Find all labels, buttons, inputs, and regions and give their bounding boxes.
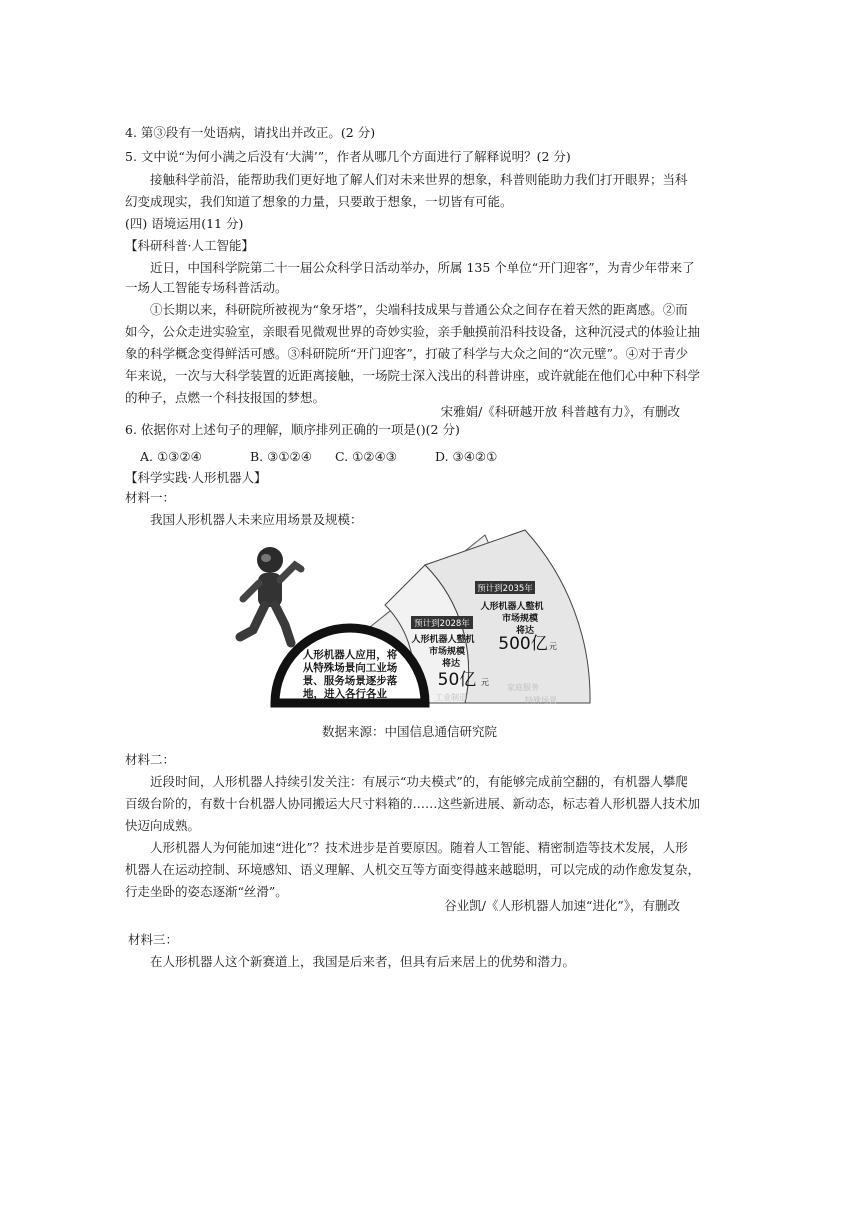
option-d: D. ③④②① <box>435 449 498 464</box>
material-line: 百级台阶的，有数十台机器人协同搬运大尺寸料箱的……这些新进展、新动态，标志着人形机器人技术加 <box>125 796 701 811</box>
paragraph-line: 接触科学前沿，能帮助我们更好地了解人们对未来世界的想象，科普则能助力我们打开眼界；当科 <box>150 172 688 187</box>
material-line: 在人形机器人这个新赛道上，我国是后来者，但具有后来居上的优势和潜力。 <box>150 954 576 969</box>
material-line: 人形机器人为何能加速“进化”？技术进步是首要原因。随着人工智能、精密制造等技术发展，人形 <box>150 840 688 855</box>
passage-line: 年来说，一次与大科学装置的近距离接触，一场院士深入浅出的科普讲座，或许就能在他们心中种下科学 <box>125 368 701 383</box>
option-b: B. ③①②④ <box>250 449 312 464</box>
material-line: 快迈向成熟。 <box>125 818 201 833</box>
question-4: 4. 第③段有一处语病，请找出并改正。(2 分) <box>125 125 376 140</box>
mid-value: 50亿 <box>437 670 477 690</box>
material-line: 近段时间，人形机器人持续引发关注：有展示“功夫模式”的，有能够完成前空翻的，有机器人攀爬 <box>150 774 688 789</box>
scene-label: 家庭服务 <box>507 683 539 692</box>
question-6: 6. 依据你对上述句子的理解，顺序排列正确的一项是()(2 分) <box>125 422 460 437</box>
material-line: 行走坐卧的姿态逐渐“丝滑”。 <box>125 884 288 899</box>
robot-market-figure <box>225 525 595 710</box>
material-label: 材料三： <box>128 932 179 947</box>
intro-line: 一场人工智能专场科普活动。 <box>125 280 288 295</box>
material-title: 我国人形机器人未来应用场景及规模： <box>150 512 363 527</box>
mid-text-line: 将达 <box>441 659 461 669</box>
topic-heading: 【科研科普·人工智能】 <box>125 238 254 253</box>
source-citation: 谷业凯/《人形机器人加速“进化”》，有删改 <box>444 898 680 913</box>
scene-label: 特殊场景 <box>525 696 557 705</box>
passage-line: 的种子，点燃一个科技报国的梦想。 <box>125 390 326 405</box>
passage-line: 象的科学概念变得鲜活可感。③科研院所“开门迎客”，打破了科学与大众之间的“次元壁”。④对于青少 <box>125 346 689 361</box>
paragraph-line: 幻变成现实，我们知道了想象的力量，只要敢于想象，一切皆有可能。 <box>125 194 513 209</box>
intro-line: 近日，中国科学院第二十一届公众科学日活动举办，所属 135 个单位“开门迎客”，为青少年带来了 <box>150 260 695 275</box>
material-line: 机器人在运动控制、环境感知、语义理解、人机交互等方面变得越来越聪明，可以完成的动作愈发复杂， <box>125 862 701 877</box>
robot-icon <box>240 547 301 643</box>
outer-text-line: 人形机器人整机 <box>480 602 544 612</box>
outer-value: 500亿 <box>498 634 548 654</box>
mid-text-line: 市场规模 <box>428 647 466 657</box>
option-a: A. ①③②④ <box>140 449 202 464</box>
outer-text-line: 将达 <box>515 626 535 636</box>
mid-text-line: 人形机器人整机 <box>411 635 475 645</box>
passage-line: 如今，公众走进实验室，亲眼看见微观世界的奇妙实验，亲手触摸前沿科技设备，这种沉浸式的体验让抽 <box>125 324 701 339</box>
figure-caption: 数据来源：中国信息通信研究院 <box>322 724 498 739</box>
mid-year-tag: 预计到2028年 <box>414 619 470 629</box>
outer-text-line: 市场规模 <box>501 614 539 624</box>
topic-heading: 【科学实践·人形机器人】 <box>125 470 267 485</box>
outer-year-tag: 预计到2035年 <box>477 584 533 594</box>
scene-label: 工业制造 <box>435 693 467 702</box>
material-label: 材料一： <box>125 490 176 505</box>
inner-text-line: 从特殊场景向工业场 <box>302 662 398 674</box>
inner-text-line: 人形机器人应用，将 <box>302 649 398 661</box>
material-label: 材料二： <box>125 752 176 767</box>
mid-unit: 元 <box>481 678 489 687</box>
question-5: 5. 文中说“为何小满之后没有‘大满’”，作者从哪几个方面进行了解释说明？(2 分) <box>125 149 571 164</box>
passage-line: ①长期以来，科研院所被视为“象牙塔”，尖端科技成果与普通公众之间存在着天然的距离感。②而 <box>150 302 688 317</box>
inner-text-line: 地，进入各行各业 <box>303 688 387 700</box>
outer-unit: 元 <box>549 642 557 651</box>
section-heading: (四) 语境运用(11 分) <box>125 216 244 231</box>
source-citation: 宋雅娟/《科研越开放 科普越有力》，有删改 <box>440 404 680 419</box>
inner-text-line: 景、服务场景逐步落 <box>302 675 398 687</box>
option-c: C. ①②④③ <box>335 449 397 464</box>
